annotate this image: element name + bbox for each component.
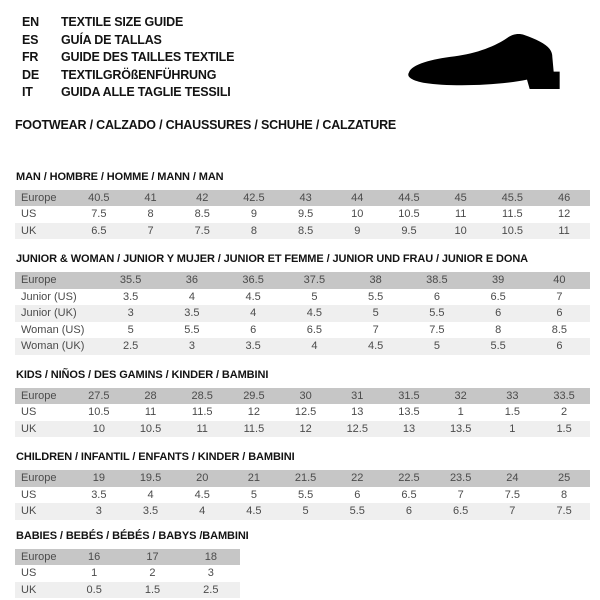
size-cell: 10.5 — [139, 422, 162, 435]
size-cell: 8.5 — [297, 224, 314, 237]
section-title: JUNIOR & WOMAN / JUNIOR Y MUJER / JUNIOR ET FEMME / JUNIOR UND FRAU / JUNIOR E DONA — [16, 253, 529, 265]
language-code: ES — [22, 32, 39, 47]
size-cell: 6.5 — [91, 224, 107, 237]
size-cell: 1.5 — [144, 583, 161, 596]
category-heading: FOOTWEAR / CALZADO / CHAUSSURES / SCHUHE / CALZATURE — [15, 117, 397, 132]
language-title: TEXTILGRÖßENFÜHRUNG — [61, 67, 217, 82]
size-cell: 39 — [492, 274, 505, 286]
size-cell: 28 — [144, 389, 157, 402]
size-cell: 3.5 — [184, 307, 200, 319]
size-cell: 43 — [299, 191, 312, 204]
language-code: EN — [22, 15, 39, 29]
size-cell: 3.5 — [245, 340, 261, 352]
size-cell: 4 — [250, 307, 257, 319]
size-cell: 35.5 — [119, 274, 142, 286]
size-cell: 6.5 — [453, 505, 469, 517]
size-cell: 24 — [506, 472, 519, 484]
size-cell: 2.5 — [122, 340, 139, 352]
language-code: IT — [22, 85, 33, 99]
size-cell: 13.5 — [398, 406, 420, 418]
size-cell: 7.5 — [504, 488, 520, 501]
table-row — [15, 206, 590, 223]
size-cell: 11 — [196, 422, 208, 435]
row-label: US — [21, 488, 37, 501]
size-cell: 4 — [188, 290, 195, 303]
section-title: MAN / HOMBRE / HOMME / MANN / MAN — [16, 170, 224, 183]
table-row — [15, 582, 240, 599]
table-row — [15, 289, 590, 306]
size-cell: 4 — [311, 340, 318, 352]
size-cell: 31.5 — [398, 389, 420, 402]
size-cell: 1 — [457, 406, 464, 418]
size-cell: 3.5 — [142, 505, 159, 517]
size-cell: 4.5 — [246, 505, 262, 517]
size-cell: 6 — [354, 488, 361, 501]
table-header-row — [15, 388, 590, 405]
section — [15, 253, 587, 355]
size-cell: 28.5 — [191, 389, 213, 402]
section — [15, 451, 587, 520]
size-cell: 7.5 — [556, 505, 572, 517]
size-cell: 6 — [433, 290, 440, 303]
size-cell: 4 — [199, 505, 206, 517]
row-label: UK — [21, 505, 37, 517]
size-cell: 3 — [207, 567, 214, 579]
size-cell: 5 — [433, 340, 440, 352]
size-cell: 40.5 — [88, 191, 110, 204]
table-row — [15, 421, 590, 438]
language-title: GUIDA ALLE TAGLIE TESSILI — [61, 85, 231, 99]
size-table — [15, 190, 590, 240]
size-cell: 17 — [146, 550, 159, 563]
size-cell: 4.5 — [367, 340, 384, 352]
size-cell: 5 — [372, 307, 379, 319]
row-label: Junior (US) — [21, 290, 77, 303]
table-row — [15, 305, 590, 322]
row-label: Europe — [21, 191, 57, 204]
size-cell: 10 — [351, 208, 364, 220]
table-row — [15, 487, 590, 504]
size-cell: 12 — [299, 422, 312, 435]
size-table — [15, 470, 590, 520]
row-label: US — [21, 208, 37, 220]
row-label: US — [21, 406, 37, 418]
section-title: KIDS / NIÑOS / DES GAMINS / KINDER / BAMBINI — [16, 368, 269, 381]
size-cell: 5 — [302, 505, 309, 517]
size-cell: 38 — [369, 274, 382, 286]
size-cell: 9.5 — [401, 224, 417, 237]
size-cell: 18 — [204, 550, 217, 563]
size-cell: 0.5 — [86, 583, 102, 596]
section — [15, 171, 587, 240]
size-cell: 6.5 — [490, 290, 506, 303]
size-cell: 25 — [557, 472, 571, 484]
size-cell: 6 — [405, 505, 413, 517]
size-cell: 38.5 — [426, 274, 448, 286]
size-cell: 3.5 — [91, 488, 107, 501]
size-cell: 29.5 — [243, 389, 265, 402]
size-cell: 11 — [144, 406, 157, 418]
size-cell: 41 — [144, 191, 157, 204]
size-cell: 4.5 — [245, 290, 261, 303]
size-cell: 9.5 — [297, 208, 314, 220]
table-header-row — [15, 190, 590, 207]
size-cell: 3 — [188, 340, 195, 352]
size-cell: 8 — [250, 224, 257, 237]
size-cell: 10.5 — [88, 406, 110, 418]
table-row — [15, 565, 240, 582]
size-cell: 13 — [351, 406, 364, 418]
size-cell: 3 — [127, 307, 134, 319]
size-cell: 12 — [557, 208, 571, 220]
size-cell: 11 — [558, 224, 570, 237]
size-cell: 10.5 — [501, 224, 524, 237]
table-row — [15, 503, 590, 520]
size-cell: 7 — [147, 224, 154, 237]
size-cell: 3 — [95, 505, 102, 517]
size-cell: 42 — [196, 191, 209, 204]
row-label: UK — [21, 224, 37, 237]
size-cell: 11.5 — [191, 406, 213, 418]
size-table — [15, 388, 590, 438]
size-cell: 11 — [454, 208, 467, 220]
language-code: DE — [22, 67, 39, 82]
size-cell: 32 — [454, 389, 467, 402]
table-row — [15, 223, 590, 240]
size-cell: 16 — [88, 550, 101, 563]
size-cell: 40 — [553, 274, 566, 286]
row-label: Europe — [21, 550, 57, 563]
size-cell: 19 — [92, 472, 105, 484]
size-cell: 3.5 — [122, 290, 139, 303]
row-label: Woman (US) — [21, 323, 85, 336]
size-cell: 10.5 — [398, 208, 420, 220]
size-cell: 33.5 — [553, 389, 575, 402]
size-cell: 5 — [127, 323, 134, 336]
size-cell: 8 — [495, 323, 502, 336]
size-cell: 7 — [457, 488, 464, 501]
size-cell: 9 — [250, 208, 257, 220]
size-cell: 36.5 — [242, 274, 264, 286]
row-label: Europe — [21, 472, 57, 484]
size-cell: 5.5 — [429, 307, 445, 319]
size-cell: 6 — [495, 307, 502, 319]
row-label: Europe — [21, 389, 57, 402]
size-cell: 2 — [561, 406, 568, 418]
size-cell: 10 — [92, 422, 105, 435]
size-cell: 36 — [185, 274, 198, 286]
language-row — [15, 14, 587, 32]
size-cell: 8.5 — [551, 323, 568, 336]
row-label: UK — [21, 422, 37, 435]
size-cell: 8.5 — [194, 208, 210, 220]
size-cell: 2 — [149, 567, 156, 579]
size-cell: 20 — [196, 472, 209, 484]
size-cell: 4.5 — [194, 488, 210, 501]
size-cell: 13 — [402, 422, 416, 435]
size-cell: 1.5 — [556, 422, 572, 435]
size-cell: 5.5 — [490, 340, 506, 352]
size-cell: 5.5 — [184, 323, 200, 336]
size-cell: 10 — [454, 224, 467, 237]
size-cell: 45.5 — [501, 191, 524, 204]
size-cell: 13.5 — [449, 422, 472, 435]
table-row — [15, 322, 590, 339]
size-cell: 1 — [91, 567, 98, 579]
size-cell: 7.5 — [194, 224, 210, 237]
table-row — [15, 404, 590, 421]
language-title: TEXTILE SIZE GUIDE — [61, 15, 184, 29]
language-code: FR — [22, 50, 39, 64]
size-cell: 21.5 — [294, 472, 317, 484]
size-cell: 2.5 — [203, 583, 219, 596]
size-cell: 7 — [372, 323, 379, 336]
size-cell: 5.5 — [367, 290, 384, 303]
size-cell: 6 — [250, 323, 257, 336]
size-cell: 5 — [311, 290, 318, 303]
size-cell: 37.5 — [303, 274, 326, 286]
size-cell: 23.5 — [449, 472, 472, 484]
row-label: Woman (UK) — [21, 340, 85, 352]
size-cell: 12 — [247, 406, 261, 418]
size-cell: 7 — [556, 290, 563, 303]
section — [15, 369, 587, 438]
size-cell: 11.5 — [502, 208, 523, 220]
sections-container — [15, 171, 587, 599]
section — [15, 530, 587, 599]
size-cell: 7.5 — [429, 323, 445, 336]
language-title: GUIDE DES TAILLES TEXTILE — [61, 50, 235, 64]
size-cell: 7.5 — [91, 208, 107, 220]
row-label: US — [21, 567, 37, 579]
size-cell: 12.5 — [346, 422, 368, 435]
table-header-row — [15, 470, 590, 487]
row-label: UK — [21, 583, 37, 596]
size-cell: 5.5 — [297, 488, 314, 501]
size-cell: 1.5 — [504, 406, 520, 418]
section-title: CHILDREN / INFANTIL / ENFANTS / KINDER / BAMBINI — [16, 451, 295, 463]
shoe-icon-path — [408, 34, 559, 89]
size-cell: 19.5 — [139, 472, 162, 484]
size-cell: 27.5 — [88, 389, 110, 402]
size-cell: 4 — [147, 488, 154, 501]
size-cell: 9 — [354, 224, 361, 237]
table-header-row — [15, 272, 590, 289]
size-cell: 31 — [351, 389, 364, 402]
size-cell: 21 — [247, 472, 261, 484]
table-row — [15, 338, 590, 355]
size-cell: 22.5 — [398, 472, 420, 484]
size-table — [15, 272, 590, 355]
size-cell: 42.5 — [243, 191, 265, 204]
size-table — [15, 549, 240, 599]
row-label: Junior (UK) — [21, 307, 77, 319]
size-cell: 7 — [509, 505, 516, 517]
size-cell: 6 — [556, 307, 563, 319]
language-title: GUÍA DE TALLAS — [61, 32, 162, 47]
row-label: Europe — [21, 274, 57, 286]
size-cell: 8 — [147, 208, 154, 220]
size-cell: 46 — [557, 191, 571, 204]
size-cell: 11.5 — [243, 422, 265, 435]
size-cell: 45 — [454, 191, 467, 204]
size-cell: 1 — [509, 422, 516, 435]
size-cell: 12.5 — [294, 406, 317, 418]
size-cell: 6 — [556, 340, 563, 352]
size-cell: 5 — [250, 488, 257, 501]
shoe-icon — [396, 31, 574, 95]
size-cell: 22 — [351, 472, 364, 484]
size-cell: 6.5 — [401, 488, 417, 501]
table-header-row — [15, 549, 240, 566]
size-cell: 44.5 — [398, 191, 420, 204]
section-title: BABIES / BEBÉS / BÉBÉS / BABYS /BAMBINI — [16, 529, 249, 542]
size-cell: 4.5 — [306, 307, 323, 319]
size-cell: 8 — [561, 488, 568, 501]
size-cell: 6.5 — [306, 323, 323, 336]
size-cell: 5.5 — [349, 505, 365, 517]
size-cell: 33 — [506, 389, 519, 402]
size-cell: 44 — [351, 191, 364, 204]
size-cell: 30 — [299, 389, 312, 402]
